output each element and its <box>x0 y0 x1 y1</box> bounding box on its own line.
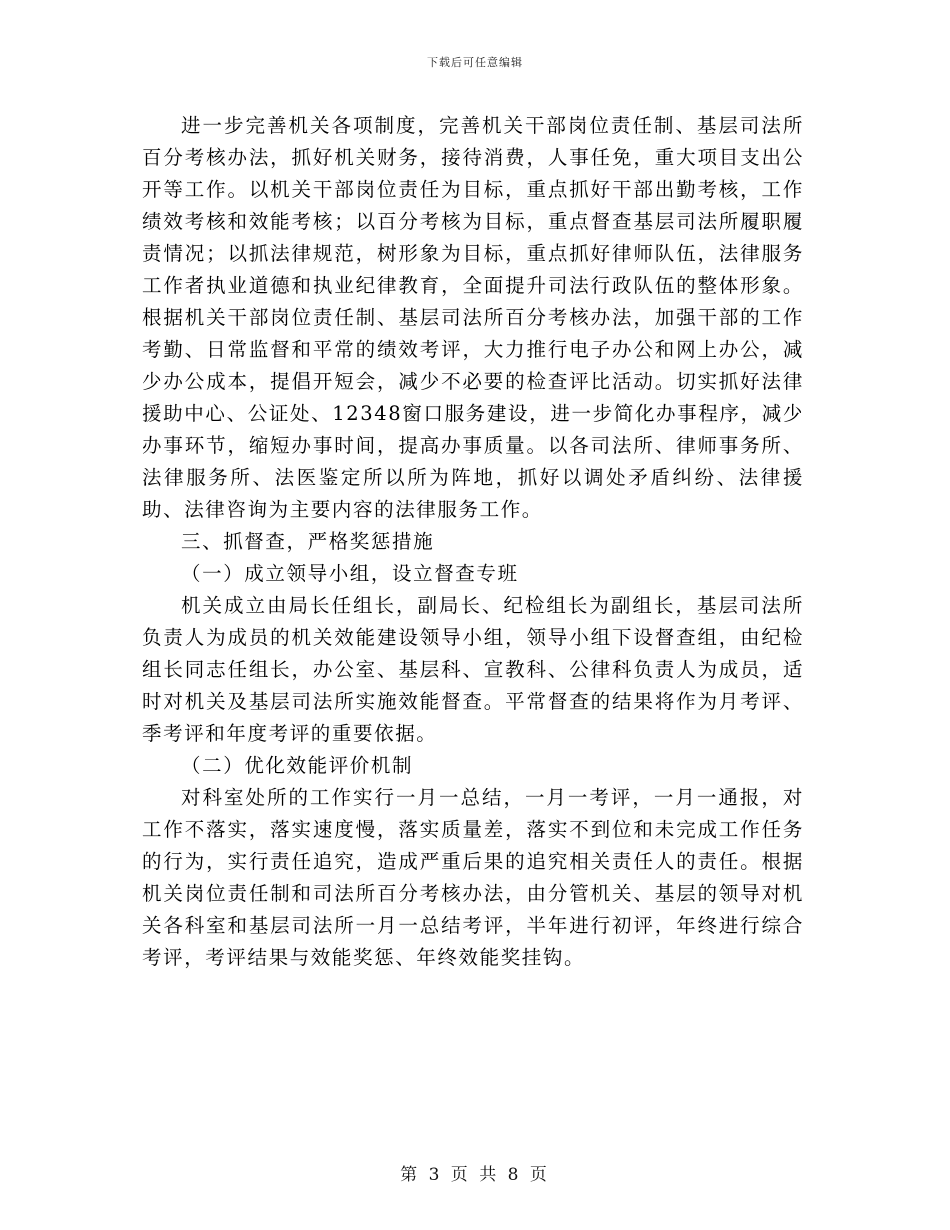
subsection-heading: （二）优化效能评价机制 <box>181 754 414 777</box>
section-heading: 三、抓督查，严格奖惩措施 <box>181 530 435 553</box>
page-footer: 第 3 页 共 8 页 <box>400 1165 550 1185</box>
document-body <box>142 110 804 974</box>
subsection-heading: （一）成立领导小组，设立督查专班 <box>181 562 519 585</box>
page-header: 下载后可任意编辑 <box>427 56 523 69</box>
body-paragraph: 进一步完善机关各项制度，完善机关干部岗位责任制、基层司法所百分考核办法，抓好机关财务，接待消费，人事任免，重大项目支出公开等工作。以机关干部岗位责任为目标，重点抓好干部出勤考核，工作绩效考核和效能考核；以百分考核为目标，重点督查基层司法所履职履责情况；以抓法律规范，树形象为目标，重点抓好律师队伍，法律服务工作者执业道德和执业纪律教育，全面提升司法行政队伍的整体形象。根据机关干部岗位责任制、基层司法所百分考核办法，加强干部的工作考勤、日常监督和平常的绩效考评，大力推行电子办公和网上办公，减少办公成本，提倡开短会，减少不必要的检查评比活动。切实抓好法律援助中心、公证处、12348窗口服务建设，进一步简化办事程序，减少办事环节，缩短办事时间，提高办事质量。以各司法所、律师事务所、法律服务所、法医鉴定所以所为阵地，抓好以调处矛盾纠纷、法律援助、法律咨询为主要内容的法律服务工作。 <box>142 114 804 521</box>
body-paragraph: 机关成立由局长任组长，副局长、纪检组长为副组长，基层司法所负责人为成员的机关效能建设领导小组，领导小组下设督查组，由纪检组长同志任组长，办公室、基层科、宣教科、公律科负责人为成员，适时对机关及基层司法所实施效能督查。平常督查的结果将作为月考评、季考评和年度考评的重要依据。 <box>142 594 804 745</box>
body-paragraph: 对科室处所的工作实行一月一总结，一月一考评，一月一通报，对工作不落实，落实速度慢，落实质量差，落实不到位和未完成工作任务的行为，实行责任追究，造成严重后果的追究相关责任人的责任。根据机关岗位责任制和司法所百分考核办法，由分管机关、基层的领导对机关各科室和基层司法所一月一总结考评，半年进行初评，年终进行综合考评，考评结果与效能奖惩、年终效能奖挂钩。 <box>142 786 804 969</box>
